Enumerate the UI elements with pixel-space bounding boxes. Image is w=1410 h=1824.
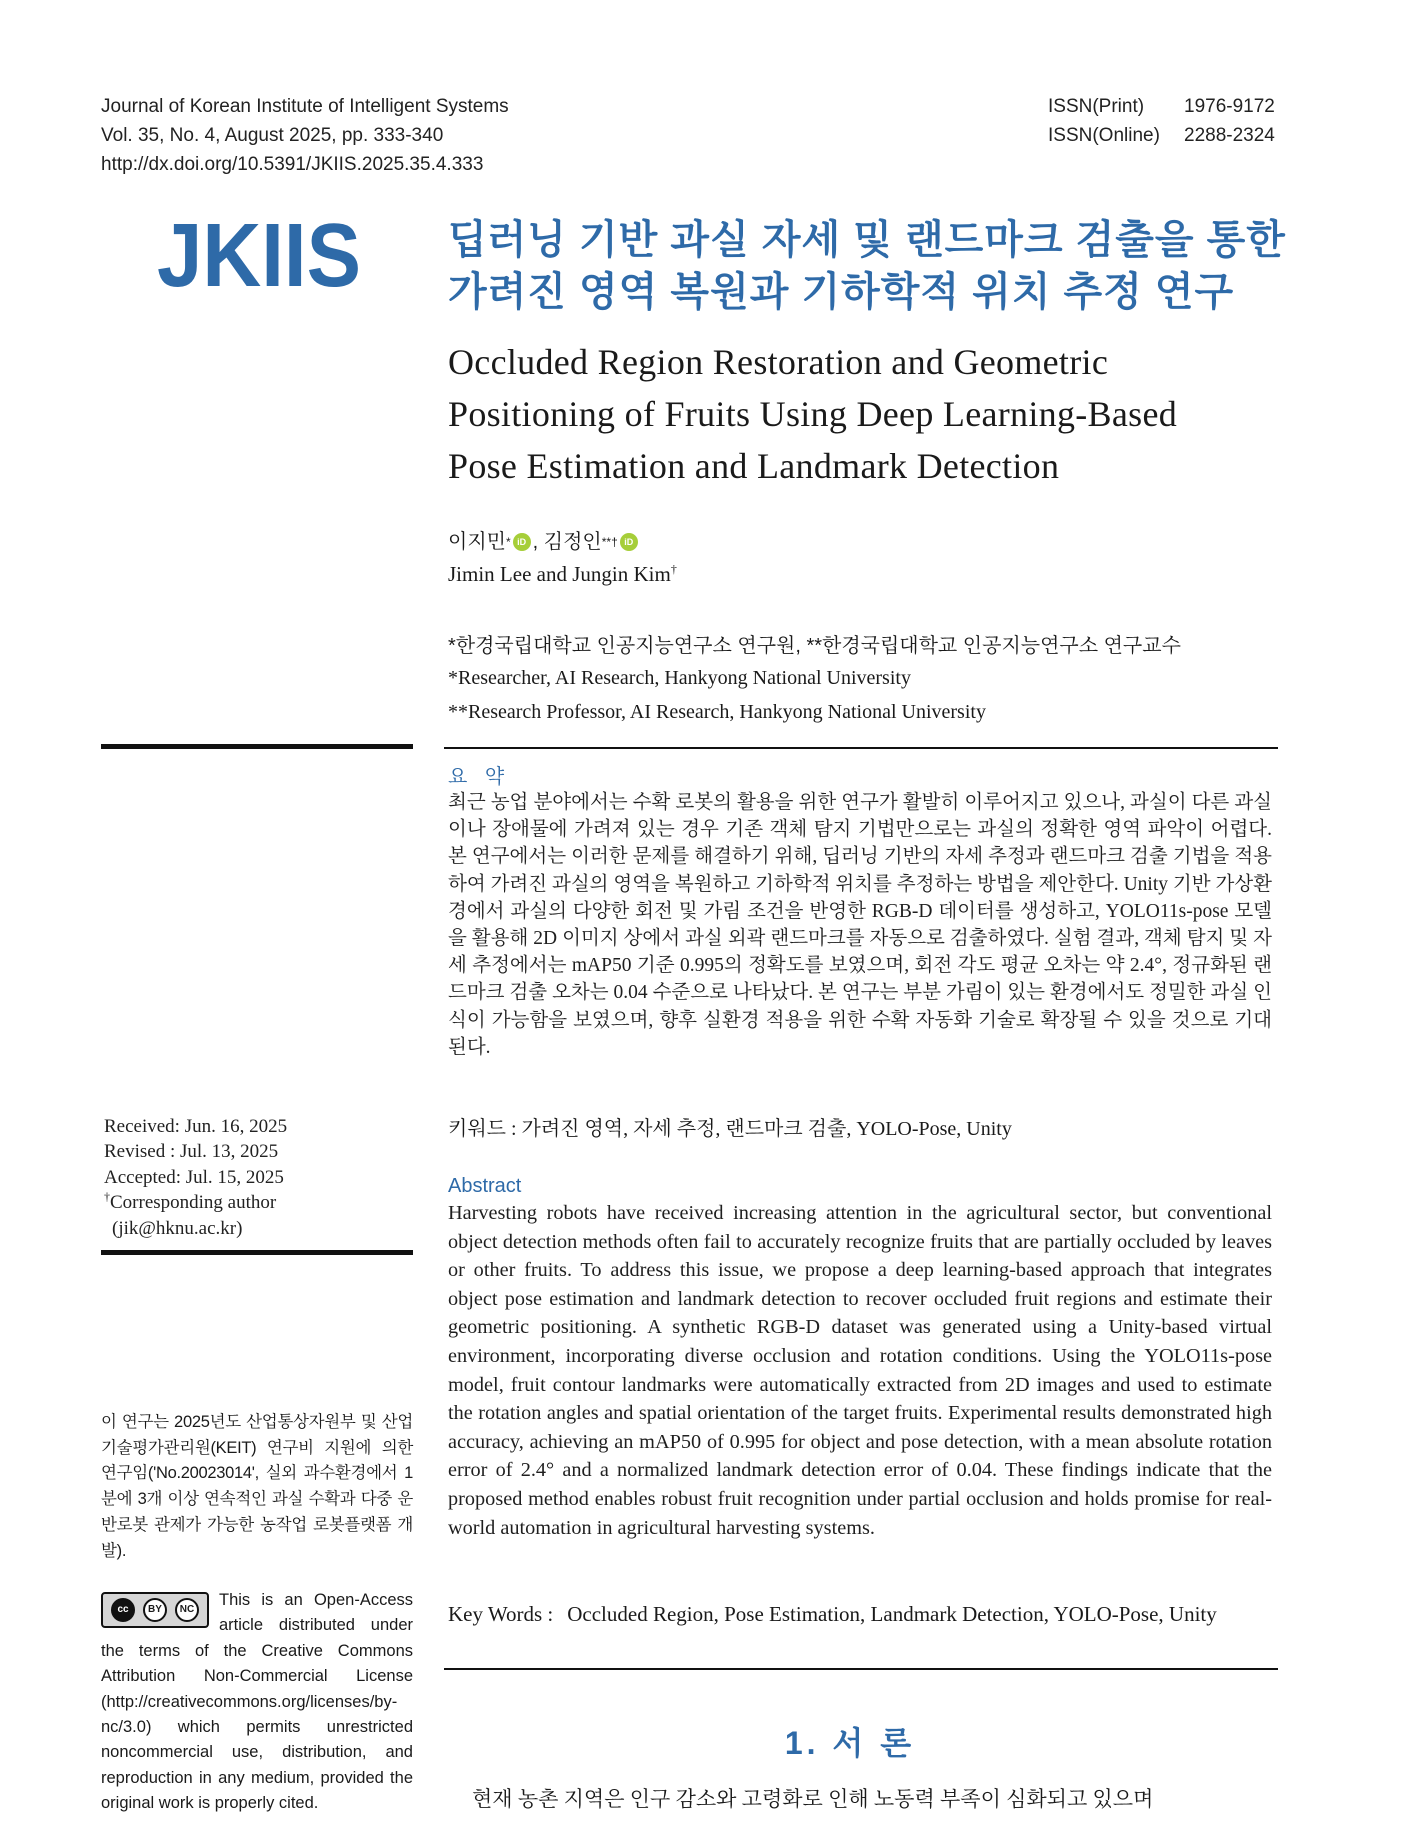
cc-icon: cc: [111, 1598, 135, 1622]
title-ko-line1: 딥러닝 기반 과실 자세 및 랜드마크 검출을 통한: [448, 218, 1286, 262]
journal-header: [101, 92, 509, 179]
author2-name: 김정인: [543, 531, 602, 553]
corresponding-mark: †: [670, 562, 677, 576]
section-heading: 1. 서 론: [784, 1725, 916, 1761]
orcid-icon[interactable]: iD: [620, 533, 638, 551]
abstract-en-text: Harvesting robots have received increasing attention in the agricultural sector, but conventional object detection methods often fail to accurately recognize fruits that are partially occluded by leaves or other fruits. To address this issue, we propose a deep learning-based approach that integrates object pose estimation and landmark detection to recover occluded fruit regions and estimate their geometric positioning. A synthetic RGB-D dataset was generated using a Unity-based virtual environment, incorporating diverse occlusion and rotation conditions. Using the YOLO11s-pose model, fruit contour landmarks were automatically extracted from 2D images and used to estimate the rotation angles and spatial orientation of the target fruits. Experimental results demonstrated high accuracy, achieving an mAP50 of 0.995 for object and pose detection, with a mean absolute rotation error of 2.4° and a normalized landmark detection error of 0.04. These findings indicate that the proposed method enables robust fruit recognition under partial occlusion and holds promise for real-world automation in agricultural harvesting systems.: [448, 1202, 1272, 1539]
keywords-korean: 키워드 : 가려진 영역, 자세 추정, 랜드마크 검출, YOLO-Pose, Unity: [448, 1118, 1012, 1140]
logo-text: JKIIS: [157, 204, 361, 306]
author1-name: 이지민: [448, 531, 506, 553]
left-thick-rule: [101, 744, 413, 749]
title-en-line2: Positioning of Fruits Using Deep Learning-Based: [448, 394, 1178, 434]
title-korean: [448, 214, 1288, 318]
issn-print-label: ISSN(Print): [1048, 96, 1145, 117]
issn-block: [1048, 92, 1275, 150]
authors-en-names: Jimin Lee and Jungin Kim: [448, 562, 671, 586]
date-received: Received: Jun. 16, 2025: [104, 1116, 288, 1137]
title-en-line3: Pose Estimation and Landmark Detection: [448, 446, 1060, 486]
authors-korean: 이지민 * iD , 김정인 **† iD: [448, 528, 640, 556]
date-revised: Revised : Jul. 13, 2025: [104, 1141, 279, 1163]
corresponding-label: Corresponding author: [110, 1192, 277, 1214]
doi-link[interactable]: http://dx.doi.org/10.5391/JKIIS.2025.35.4.333: [101, 154, 484, 175]
keywords-english: [448, 1600, 1274, 1629]
orcid-icon[interactable]: iD: [513, 533, 531, 551]
abstract-ko-heading: 요 약: [448, 766, 511, 788]
license-note: [101, 1588, 413, 1817]
license-text: This is an Open-Access article distributed under the terms of the Creative Commons Attribution Non-Commercial License (http://creativecommons.org/licenses/by-nc/3.0) which permits unrestricted noncommercial use, distribution, and reproduction in any medium, provided the original work is properly cited.: [101, 1591, 413, 1813]
journal-logo: [156, 204, 362, 306]
corresponding-email[interactable]: (jik@hknu.ac.kr): [112, 1217, 243, 1239]
cc-license-icon[interactable]: [101, 1592, 209, 1628]
affiliation-en-1: *Researcher, AI Research, Hankyong National University: [448, 667, 911, 689]
issn-online-label: ISSN(Online): [1048, 125, 1160, 146]
abstract-en-heading: Abstract: [448, 1175, 522, 1197]
nc-icon: NC: [175, 1598, 199, 1622]
title-ko-line2: 가려진 영역 복원과 기하학적 위치 추정 연구: [448, 270, 1235, 314]
issn-print: 1976-9172: [1184, 96, 1275, 117]
body-first-line: 현재 농촌 지역은 인구 감소와 고령화로 인해 노동력 부족이 심화되고 있으며: [472, 1787, 1154, 1811]
article-dates: [104, 1114, 287, 1241]
corresponding-dagger: †: [104, 1189, 110, 1204]
left-thick-rule-2: [101, 1250, 413, 1255]
funding-note: 이 연구는 2025년도 산업통상자원부 및 산업기술평가관리원(KEIT) 연구비 지원에 의한 연구임('No.20023014', 실외 과수환경에서 1분에 3개 이상 연속적인 과실 수확과 다중 운반로봇 관제가 가능한 농작업 로봇플랫폼 개발).: [101, 1413, 413, 1560]
abstract-ko-text: 최근 농업 분야에서는 수확 로봇의 활용을 위한 연구가 활발히 이루어지고 있으나, 과실이 다른 과실이나 장애물에 가려져 있는 경우 기존 객체 탐지 기법만으로는 과실의 정확한 영역 파악이 어렵다. 본 연구에서는 이러한 문제를 해결하기 위해, 딥러닝 기반의 자세 추정과 랜드마크 검출 기법을 적용하여 가려진 과실의 영역을 복원하고 기하학적 위치를 추정하는 방법을 제안한다. Unity 기반 가상환경에서 과실의 다양한 회전 및 가림 조건을 반영한 RGB-D 데이터를 생성하고, YOLO11s-pose 모델을 활용해 2D 이미지 상에서 과실 외곽 랜드마크를 자동으로 검출하였다. 실험 결과, 객체 탐지 및 자세 추정에서는 mAP50 기준 0.995의 정확도를 보였으며, 회전 각도 평균 오차는 약 2.4°, 정규화된 랜드마크 검출 오차는 0.04 수준으로 나타났다. 본 연구는 부분 가림이 있는 환경에서도 정밀한 과실 인식이 가능함을 보였으며, 향후 실환경 적용을 위한 수확 자동화 기술로 확장될 수 있을 것으로 기대된다.: [448, 792, 1272, 1058]
affiliation-en-2: **Research Professor, AI Research, Hankyong National University: [448, 701, 986, 723]
top-rule: [444, 747, 1278, 749]
issn-online: 2288-2324: [1184, 125, 1275, 146]
keywords-en-label: Key Words :: [448, 1602, 554, 1626]
title-english: [448, 336, 1288, 492]
date-accepted: Accepted: Jul. 15, 2025: [104, 1166, 284, 1188]
keywords-en-list: Occluded Region, Pose Estimation, Landmark Detection, YOLO-Pose, Unity: [567, 1602, 1217, 1626]
title-en-line1: Occluded Region Restoration and Geometric: [448, 342, 1109, 382]
by-icon: BY: [143, 1598, 167, 1622]
bottom-rule: [444, 1668, 1278, 1670]
authors-english: [448, 560, 677, 588]
affiliation-korean: *한경국립대학교 인공지능연구소 연구원, **한경국립대학교 인공지능연구소 연구교수: [448, 635, 1181, 657]
journal-volume: Vol. 35, No. 4, August 2025, pp. 333-340: [101, 125, 444, 146]
author-separator: ,: [532, 531, 544, 553]
journal-name: Journal of Korean Institute of Intelligent Systems: [101, 96, 509, 117]
